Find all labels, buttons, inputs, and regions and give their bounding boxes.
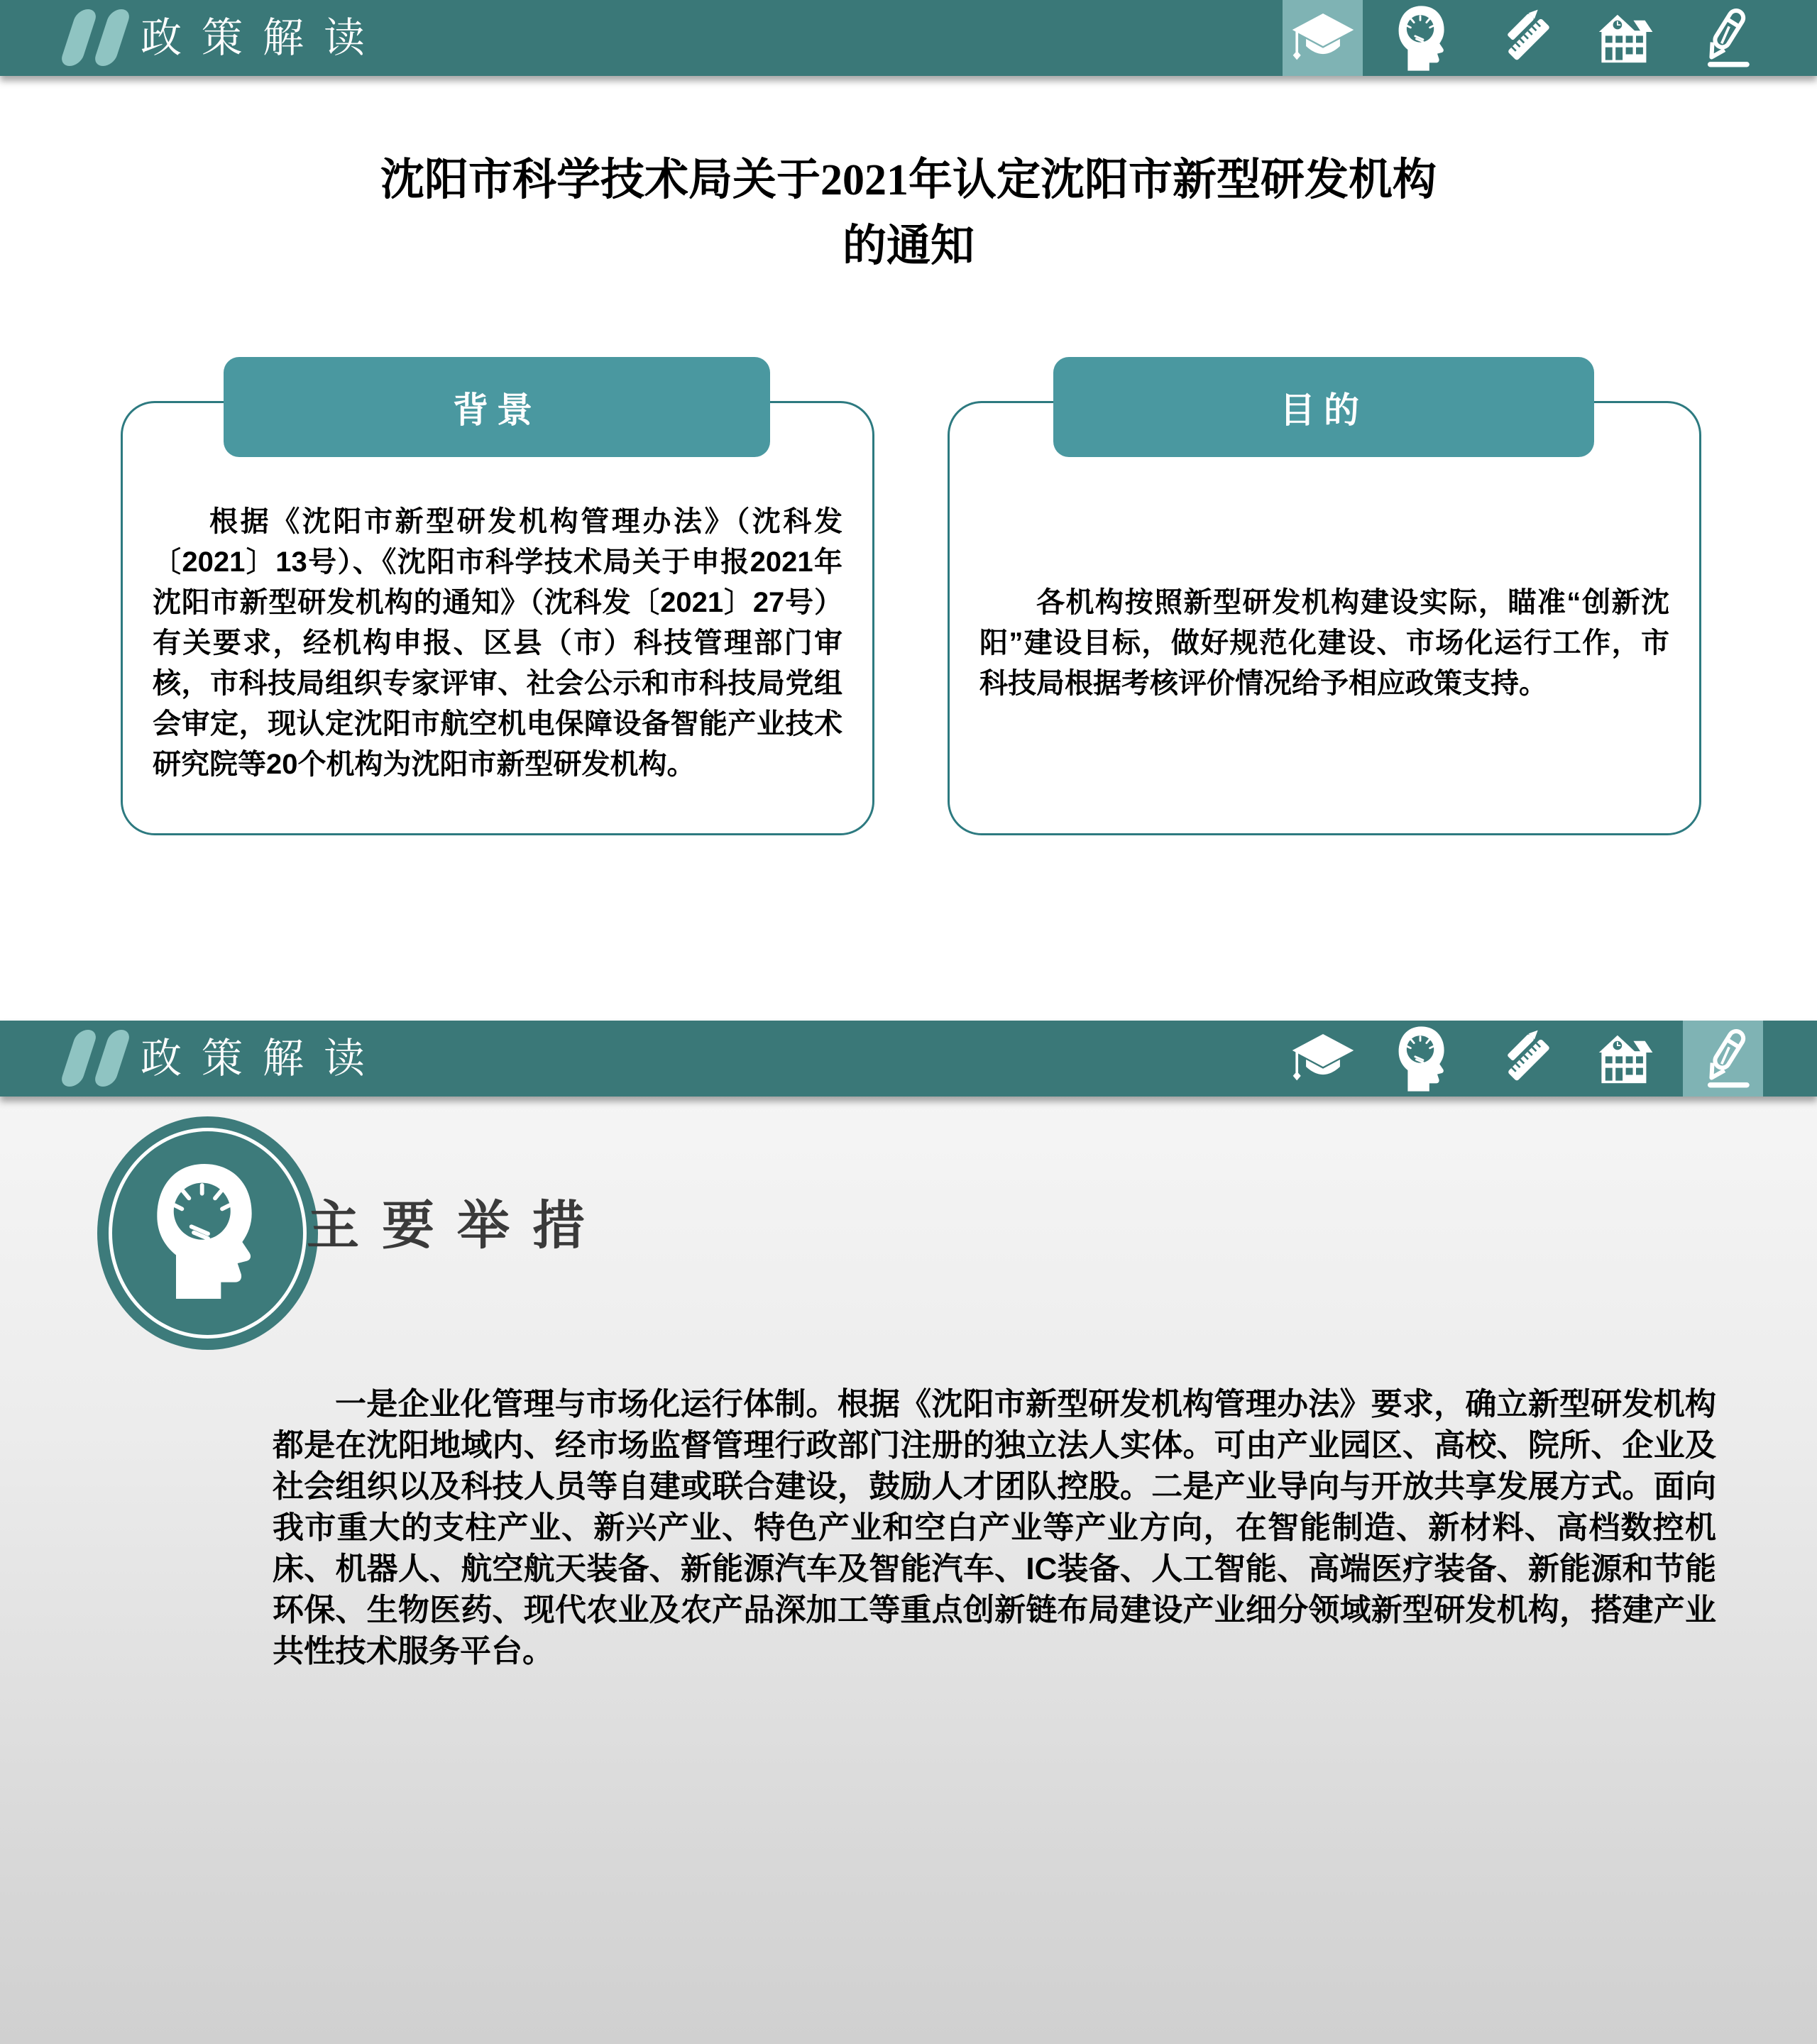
nav-pencil-ruler[interactable] <box>1483 0 1563 76</box>
graduation-cap-icon <box>1290 6 1356 71</box>
section-badge <box>97 1116 318 1350</box>
header-icon-row <box>1263 1021 1763 1097</box>
nav-head-lightbulb[interactable] <box>1383 0 1463 76</box>
nav-head-lightbulb[interactable] <box>1383 1021 1463 1097</box>
section-title: 主要举措 <box>307 1196 608 1255</box>
purpose-card-tab: 目的 <box>1053 357 1594 457</box>
pen-icon <box>1691 6 1756 71</box>
head-lightbulb-icon <box>1393 4 1453 72</box>
header-bar <box>0 0 1817 76</box>
nav-pencil-ruler[interactable] <box>1483 1021 1563 1097</box>
document-title-line1: 沈阳市科学技术局关于2021年认定沈阳市新型研发机构 <box>380 156 1437 204</box>
nav-school-building[interactable] <box>1583 0 1663 76</box>
slash-decoration <box>92 1030 132 1087</box>
nav-graduation-cap[interactable] <box>1283 0 1363 76</box>
nav-graduation-cap[interactable] <box>1283 1021 1363 1097</box>
nav-school-building[interactable] <box>1583 1021 1663 1097</box>
measures-paragraph: 一是企业化管理与市场化运行体制。根据《沈阳市新型研发机构管理办法》要求，确立新型研发机构都是在沈阳地域内、经市场监督管理行政部门注册的独立法人实体。可由产业园区、高校、院所、企业及社会组织以及科技人员等自建或联合建设，鼓励人才团队控股。二是产业导向与开放共享发展方式。面向我市重大的支柱产业、新兴产业、特色产业和空白产业等产业方向，在智能制造、新材料、高档数控机床、机器人、航空航天装备、新能源汽车及智能汽车、IC装备、人工智能、高端医疗装备、新能源和节能环保、生物医药、现代农业及农产品深加工等重点创新链布局建设产业细分领域新型研发机构，搭建产业共性技术服务平台。 <box>273 1387 1716 1669</box>
school-building-icon <box>1591 1027 1655 1091</box>
head-lightbulb-icon <box>1393 1025 1453 1093</box>
background-card-text: 根据《沈阳市新型研发机构管理办法》（沈科发〔2021〕13号）、《沈阳市科学技术局关于申报2021年沈阳市新型研发机构的通知》（沈科发〔2021〕27号）有关要求，经机构申报、区县（市）科技管理部门审核，市科技局组织专家评审、社会公示和市科技局党组会审定，现认定沈阳市航空机电保障设备智能产业技术研究院等20个机构为沈阳市新型研发机构。 <box>153 505 842 780</box>
page-1 <box>0 0 1817 1021</box>
header-icon-row <box>1263 0 1763 76</box>
slash-decoration <box>59 1030 99 1087</box>
document-title-line2: 的通知 <box>842 222 975 270</box>
background-card-tab: 背景 <box>224 357 770 457</box>
school-building-icon <box>1591 6 1655 70</box>
nav-pen[interactable] <box>1683 1021 1763 1097</box>
pen-icon <box>1691 1026 1756 1092</box>
badge-ring <box>109 1128 307 1339</box>
purpose-card-text: 各机构按照新型研发机构建设实际，瞄准“创新沈阳”建设目标，做好规范化建设、市场化运行工作，市科技局根据考核评价情况给予相应政策支持。 <box>979 586 1669 699</box>
header-bar <box>0 1021 1817 1097</box>
pencil-ruler-icon <box>1491 6 1555 70</box>
header-title: 政策解读 <box>141 1035 385 1082</box>
slash-decoration <box>92 9 132 66</box>
slash-decoration <box>59 9 99 66</box>
graduation-cap-icon <box>1290 1026 1356 1092</box>
pencil-ruler-icon <box>1491 1027 1555 1091</box>
nav-pen[interactable] <box>1683 0 1763 76</box>
page-2 <box>0 1021 1817 2044</box>
document-title <box>0 148 1817 280</box>
purpose-card <box>948 401 1701 835</box>
header-title: 政策解读 <box>141 15 385 61</box>
background-card <box>121 401 874 835</box>
